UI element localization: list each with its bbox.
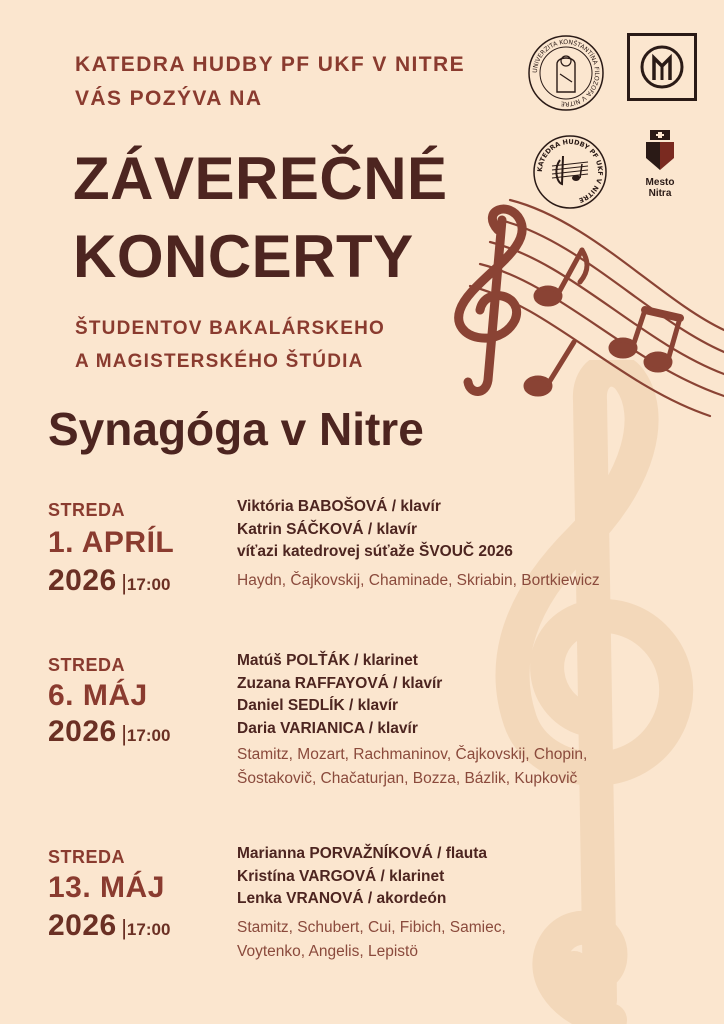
concert-time: 17:00 (126, 575, 171, 594)
concert-day: STREDA (48, 500, 126, 520)
ukf-university-seal (527, 34, 605, 112)
concert-1-program (237, 496, 600, 593)
title-line-1: ZÁVEREČNÉ (73, 145, 448, 212)
divider: | (121, 721, 127, 746)
mesto-nitra-logo (640, 130, 680, 199)
performer-line: Lenka VRANOVÁ / akordeón (237, 890, 447, 907)
concert-year: 2026 (48, 909, 117, 942)
mesto-label: Mesto (645, 177, 675, 188)
concert-date: 1. APRÍL (48, 526, 175, 559)
composers-line: Stamitz, Mozart, Rachmaninov, Čajkovskij, Chopin, (237, 746, 588, 763)
header-line-2: VÁS POZÝVA NA (75, 87, 263, 110)
concert-2-program (237, 650, 587, 791)
composers-line: Šostakovič, Chačaturjan, Bozza, Bázlik, Kupkovič (237, 770, 578, 787)
composers-line: Haydn, Čajkovskij, Chaminade, Skriabin, Bortkiewicz (237, 571, 600, 589)
concert-date: 6. MÁJ (48, 679, 148, 712)
concert-time: 17:00 (126, 726, 171, 745)
treble-clef-icon (459, 209, 523, 391)
katedra-hudby-seal (532, 134, 608, 210)
concert-year-time (48, 909, 170, 943)
performer-line: Daniel SEDLÍK / klavír (237, 697, 399, 714)
performer-line: víťazi katedrovej súťaže ŠVOUČ 2026 (237, 543, 513, 560)
katedra-seal-text: KATEDRA HUDBY PF UKF V NITRE (535, 137, 605, 205)
nitra-label: Nitra (648, 188, 672, 199)
concert-year-time (48, 715, 170, 749)
performer-line: Katrin SÁČKOVÁ / klavír (237, 520, 418, 538)
concert-year: 2026 (48, 564, 117, 597)
pf-faculty-logo (627, 33, 697, 101)
composers-line: Stamitz, Schubert, Cui, Fibich, Samiec, (237, 918, 506, 936)
performer-line: Daria VARIANICA / klavír (237, 719, 418, 737)
header-line-1: KATEDRA HUDBY PF UKF V NITRE (75, 53, 465, 76)
venue-title: Synagóga v Nitre (48, 403, 424, 455)
subtitle-line-1: ŠTUDENTOV BAKALÁRSKEHO (75, 318, 386, 339)
title-line-2: KONCERTY (73, 223, 414, 290)
performer-line: Matúš POLŤÁK / klarinet (237, 652, 418, 669)
concert-year-time (48, 564, 170, 598)
performer-line: Kristína VARGOVÁ / klarinet (237, 867, 445, 885)
ukf-seal-text: UNIVERZITA KONŠTANTÍNA FILOZOFA V NITRE (531, 38, 601, 108)
concert-year: 2026 (48, 715, 117, 748)
subtitle-line-2: A MAGISTERSKÉHO ŠTÚDIA (75, 351, 364, 372)
concert-3-program (237, 843, 506, 964)
divider: | (121, 570, 127, 595)
performer-line: Zuzana RAFFAYOVÁ / klavír (237, 674, 443, 692)
svg-text:KATEDRA HUDBY PF UKF V NITRE (536, 138, 604, 205)
concert-day: STREDA (48, 655, 126, 675)
performer-line: Viktória BABOŠOVÁ / klavír (237, 498, 441, 515)
divider: | (121, 915, 127, 940)
composers-line: Voytenko, Angelis, Lepistö (237, 942, 418, 960)
music-notes-illustration (440, 190, 724, 440)
svg-text:UNIVERZITA KONŠTANTÍNA FILOZOF (532, 38, 600, 107)
nitra-coat-of-arms-icon (642, 130, 678, 172)
performer-line: Marianna PORVAŽNÍKOVÁ / flauta (237, 845, 488, 862)
concert-time: 17:00 (126, 920, 171, 939)
concert-day: STREDA (48, 847, 126, 867)
concert-date: 13. MÁJ (48, 871, 165, 904)
